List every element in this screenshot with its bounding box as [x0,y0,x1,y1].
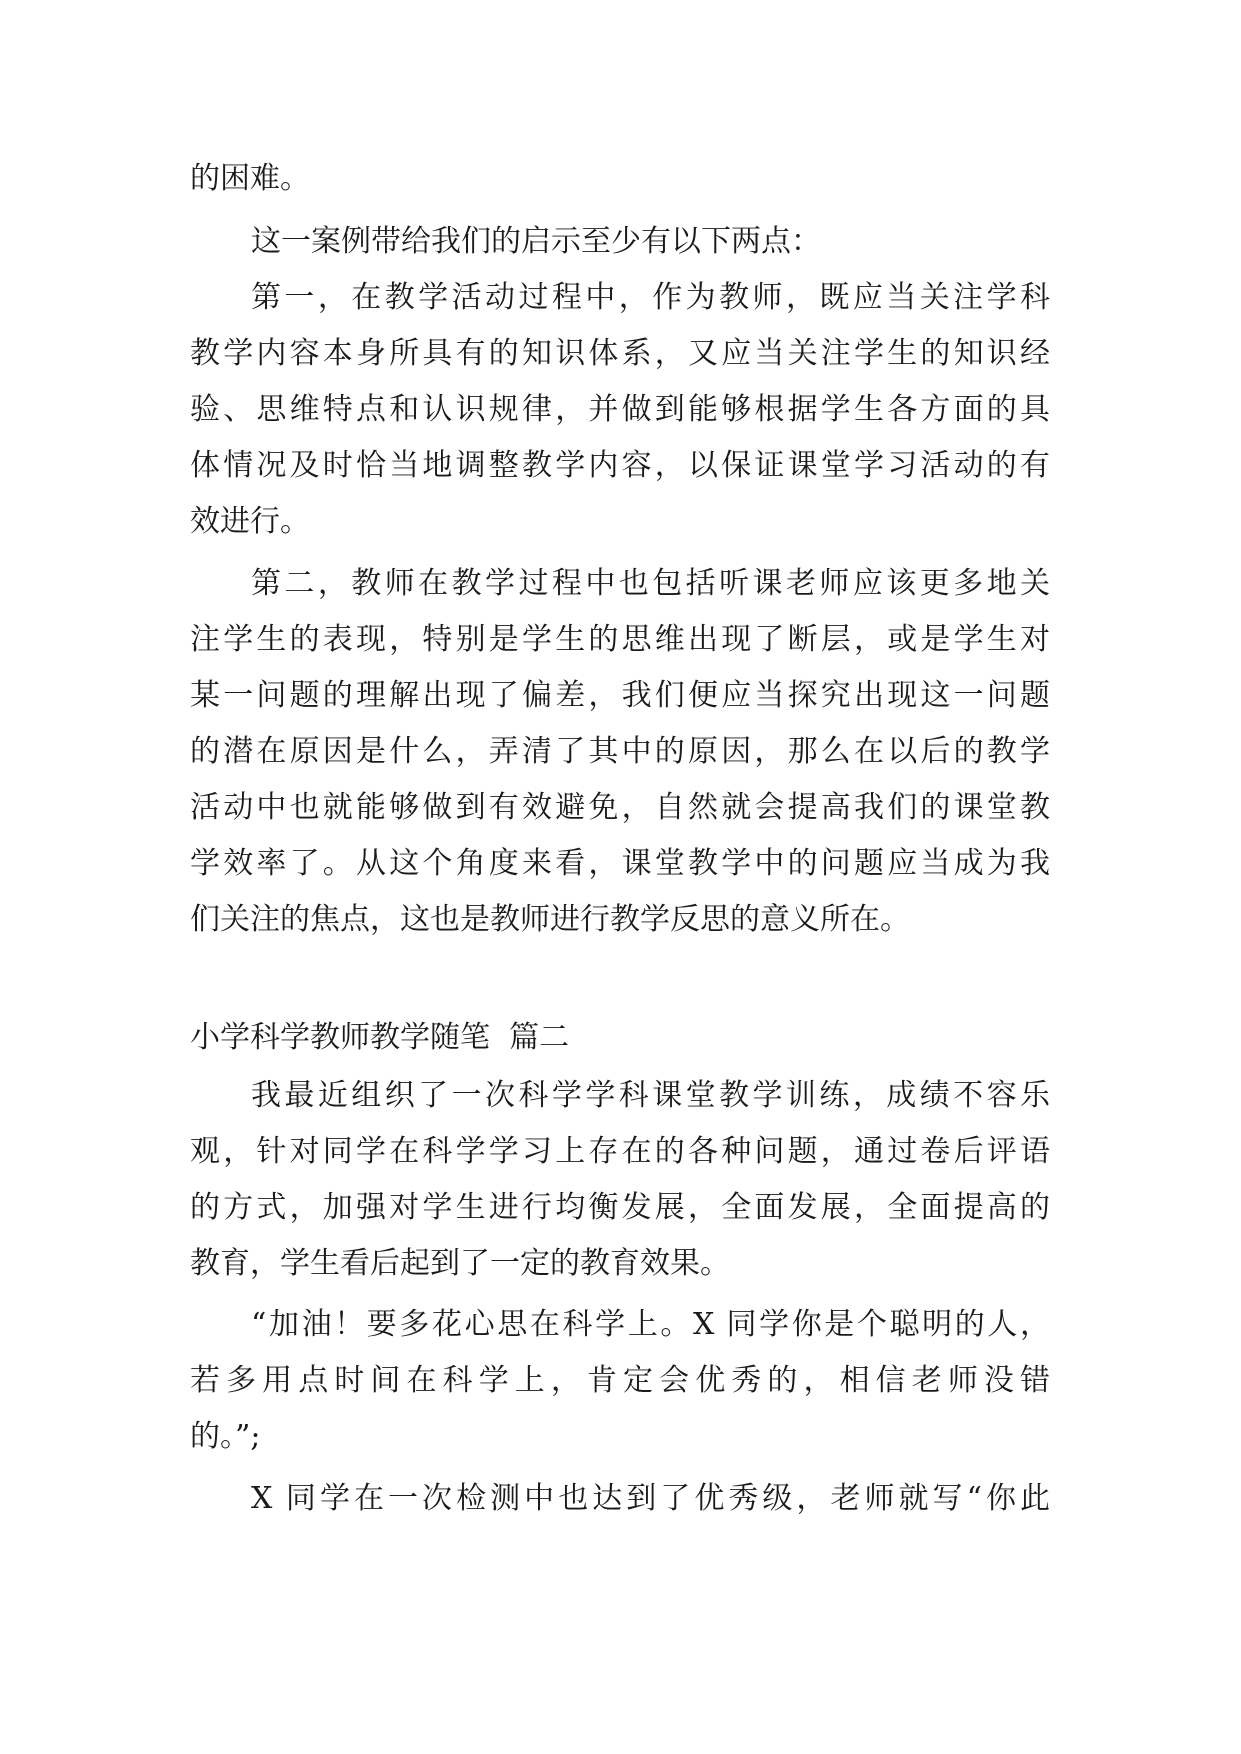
paragraph-line: 注学生的表现，特别是学生的思维出现了断层，或是学生对 [190,622,1050,657]
paragraph-line: 我最近组织了一次科学学科课堂教学训练，成绩不容乐 [251,1078,1050,1113]
paragraph-line: 们关注的焦点，这也是教师进行教学反思的意义所在。 [190,902,910,937]
quote-line: 的。”; [190,1419,261,1454]
paragraph-line: 的方式，加强对学生进行均衡发展，全面发展，全面提高的 [190,1190,1050,1225]
paragraph-line: 第一，在教学活动过程中，作为教师，既应当关注学科 [251,280,1050,315]
paragraph-line: 体情况及时恰当地调整教学内容，以保证课堂学习活动的有 [190,448,1050,483]
paragraph-line: 某一问题的理解出现了偏差，我们便应当探究出现这一问题 [190,678,1050,713]
section-heading: 小学科学教师教学随笔 篇二 [190,1020,570,1055]
paragraph-line: 教育，学生看后起到了一定的教育效果。 [190,1246,730,1281]
paragraph-line: 第二，教师在教学过程中也包括听课老师应该更多地关 [251,566,1050,601]
paragraph-line: 验、思维特点和认识规律，并做到能够根据学生各方面的具 [190,392,1050,427]
paragraph-line: 活动中也就能够做到有效避免，自然就会提高我们的课堂教 [190,790,1050,825]
paragraph-line: 观，针对同学在科学学习上存在的各种问题，通过卷后评语 [190,1134,1050,1169]
paragraph-line: X 同学在一次检测中也达到了优秀级，老师就写“你此 [251,1481,1050,1516]
paragraph-line: 这一案例带给我们的启示至少有以下两点： [251,224,821,259]
paragraph-line: 效进行。 [190,504,310,539]
quote-line: 若多用点时间在科学上，肯定会优秀的，相信老师没错 [190,1363,1050,1398]
paragraph-line: 学效率了。从这个角度来看，课堂教学中的问题应当成为我 [190,846,1050,881]
paragraph-line: 教学内容本身所具有的知识体系，又应当关注学生的知识经 [190,336,1050,371]
quote-line: “加油！要多花心思在科学上。X 同学你是个聪明的人， [251,1307,1050,1342]
paragraph-line: 的困难。 [190,161,310,196]
paragraph-line: 的潜在原因是什么，弄清了其中的原因，那么在以后的教学 [190,734,1050,769]
